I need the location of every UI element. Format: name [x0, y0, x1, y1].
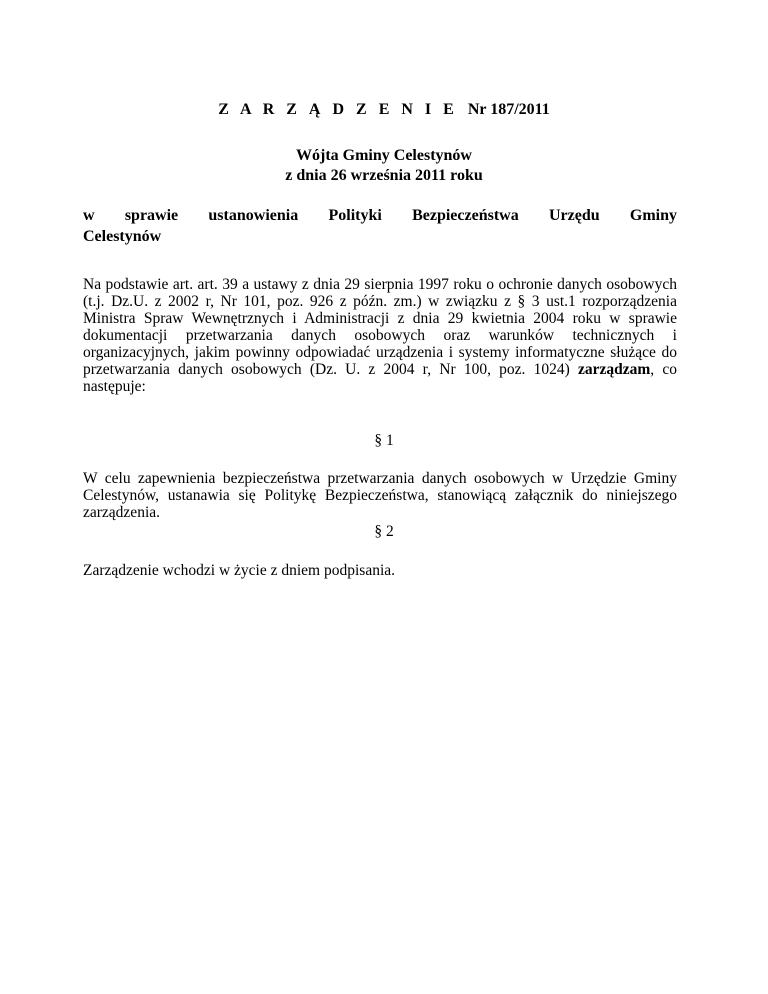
- preamble-bold-word: zarządzam: [577, 361, 651, 378]
- preamble-paragraph: [83, 276, 677, 395]
- date-line: z dnia 26 września 2011 roku: [285, 167, 483, 184]
- issuer-line: Wójta Gminy Celestynów: [296, 147, 472, 164]
- preamble-text: Na podstawie art. art. 39 a ustawy z dnia 29 sierpnia 1997 roku o ochronie danych osobowych (t.j. Dz.U. z 2002 r, Nr 101, poz. 926 z późn. zm.) w związku z § 3 ust.1 rozporządzenia Ministra Spraw Wewnętrznych i Administracji z dnia 29 kwietnia 2004 roku w sprawie dokumentacji przetwarzania danych osobowych oraz warunków technicznych i organizacyjnych, jakim powinny odpowiadać urządzenia i systemy informatyczne służące do przetwarzania danych osobowych (Dz. U. z 2004 r, Nr 100, poz. 1024): [83, 276, 677, 378]
- section-1-mark: § 1: [374, 432, 394, 449]
- section-1-text: W celu zapewnienia bezpieczeństwa przetwarzania danych osobowych w Urzędzie Gminy Celestynów, ustanawia się Politykę Bezpieczeństwa, stanowiącą załącznik do niniejszego zarządzenia.: [83, 470, 677, 521]
- subject-line-1: w sprawie ustanowienia Polityki Bezpieczeństwa Urzędu Gminy: [83, 207, 677, 224]
- document-subtitle: [0, 146, 768, 186]
- subject-line-2: Celestynów: [83, 228, 162, 245]
- section-2-text: Zarządzenie wchodzi w życie z dniem podpisania.: [83, 562, 396, 579]
- document-subject: [83, 205, 677, 247]
- title-number: Nr 187/2011: [467, 101, 550, 118]
- preamble-tail: , co następuje:: [83, 361, 677, 395]
- document-title: [0, 100, 768, 120]
- section-2-mark: § 2: [374, 523, 394, 540]
- title-word: Z A R Z Ą D Z E N I E: [218, 101, 458, 118]
